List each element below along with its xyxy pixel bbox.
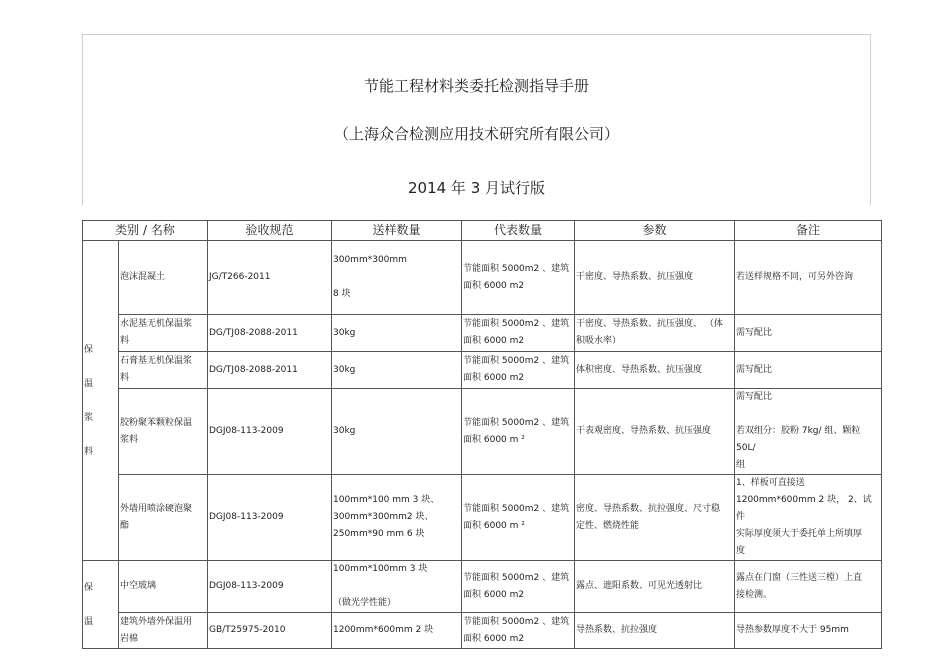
represent-qty: 节能面积 5000m2 、建筑 面积 6000 m2 bbox=[462, 352, 575, 389]
sample-qty: 100mm*100mm 3 块 （做光学性能） bbox=[332, 561, 462, 613]
sample-qty: 1200mm*600mm 2 块 bbox=[332, 613, 462, 649]
sample-qty: 30kg bbox=[332, 315, 462, 352]
material-name: 石膏基无机保温浆 料 bbox=[119, 352, 208, 389]
spec-code: DG/TJ08-2088-2011 bbox=[208, 315, 332, 352]
sample-qty: 100mm*100 mm 3 块、 300mm*300mm2 块、 250mm*90 mm 6 块 bbox=[332, 475, 462, 561]
spec-code: DGJ08-113-2009 bbox=[208, 475, 332, 561]
header-notes: 备注 bbox=[735, 221, 882, 241]
spec-code: DG/TJ08-2088-2011 bbox=[208, 352, 332, 389]
header-category-name: 类别 / 名称 bbox=[83, 221, 208, 241]
notes: 露点在门窗（三性送三樘）上直 接检测。 bbox=[735, 561, 882, 613]
category-label: 保 温 浆 料 bbox=[83, 241, 119, 561]
table-row bbox=[83, 561, 882, 613]
parameters: 干密度、导热系数、抗压强度 bbox=[575, 241, 735, 315]
document-edition: 2014 年 3 月试行版 bbox=[407, 179, 546, 197]
notes: 若送样规格不同，可另外咨询 bbox=[735, 241, 882, 315]
table-row bbox=[83, 315, 882, 352]
notes: 需写配比 bbox=[735, 315, 882, 352]
parameters: 密度、导热系数、抗拉强度、尺寸稳 定性、燃烧性能 bbox=[575, 475, 735, 561]
notes: 需写配比 若双组分：胶粉 7kg/ 组、颗粒 50L/ 组 bbox=[735, 389, 882, 475]
represent-qty: 节能面积 5000m2 、建筑 面积 6000 m2 bbox=[462, 561, 575, 613]
table-row bbox=[83, 389, 882, 475]
notes: 导热参数厚度不大于 95mm bbox=[735, 613, 882, 649]
parameters: 露点、遮阳系数、可见光透射比 bbox=[575, 561, 735, 613]
notes: 需写配比 bbox=[735, 352, 882, 389]
sample-qty: 30kg bbox=[332, 389, 462, 475]
header-sample-qty: 送样数量 bbox=[332, 221, 462, 241]
material-name: 外墙用喷涂硬泡聚 酯 bbox=[119, 475, 208, 561]
header-parameters: 参数 bbox=[575, 221, 735, 241]
notes: 1、样板可直接送 1200mm*600mm 2 块， 2、试件 实际厚度须大于委托单上所填厚 度 bbox=[735, 475, 882, 561]
material-name: 泡沫混凝土 bbox=[119, 241, 208, 315]
document-organization: （上海众合检测应用技术研究所有限公司） bbox=[333, 125, 619, 143]
document-title: 节能工程材料类委托检测指导手册 bbox=[363, 77, 589, 95]
represent-qty: 节能面积 5000m2 、建筑 面积 6000 m ² bbox=[462, 389, 575, 475]
category-label: 保 温 bbox=[83, 561, 119, 649]
represent-qty: 节能面积 5000m2 、建筑 面积 6000 m2 bbox=[462, 613, 575, 649]
material-name: 水泥基无机保温浆 料 bbox=[119, 315, 208, 352]
parameters: 干表观密度、导热系数、抗压强度 bbox=[575, 389, 735, 475]
table-row bbox=[83, 352, 882, 389]
spec-code: DGJ08-113-2009 bbox=[208, 561, 332, 613]
header-represent-qty: 代表数量 bbox=[462, 221, 575, 241]
table-row bbox=[83, 241, 882, 315]
material-testing-table bbox=[82, 220, 882, 649]
parameters: 导热系数、抗拉强度 bbox=[575, 613, 735, 649]
spec-code: GB/T25975-2010 bbox=[208, 613, 332, 649]
represent-qty: 节能面积 5000m2 、建筑 面积 6000 m ² bbox=[462, 475, 575, 561]
document-title-block bbox=[82, 34, 871, 205]
table-header-row bbox=[83, 221, 882, 241]
represent-qty: 节能面积 5000m2 、建筑 面积 6000 m2 bbox=[462, 315, 575, 352]
parameters: 体积密度、导热系数、抗压强度 bbox=[575, 352, 735, 389]
header-spec: 验收规范 bbox=[208, 221, 332, 241]
sample-qty: 30kg bbox=[332, 352, 462, 389]
parameters: 干密度、导热系数、抗压强度、 （体 积吸水率） bbox=[575, 315, 735, 352]
represent-qty: 节能面积 5000m2 、建筑 面积 6000 m2 bbox=[462, 241, 575, 315]
table-row bbox=[83, 475, 882, 561]
sample-qty: 300mm*300mm 8 块 bbox=[332, 241, 462, 315]
spec-code: DGJ08-113-2009 bbox=[208, 389, 332, 475]
material-name: 建筑外墙外保温用 岩棉 bbox=[119, 613, 208, 649]
table-row bbox=[83, 613, 882, 649]
material-name: 中空玻璃 bbox=[119, 561, 208, 613]
material-name: 胶粉聚苯颗粒保温 浆料 bbox=[119, 389, 208, 475]
spec-code: JG/T266-2011 bbox=[208, 241, 332, 315]
